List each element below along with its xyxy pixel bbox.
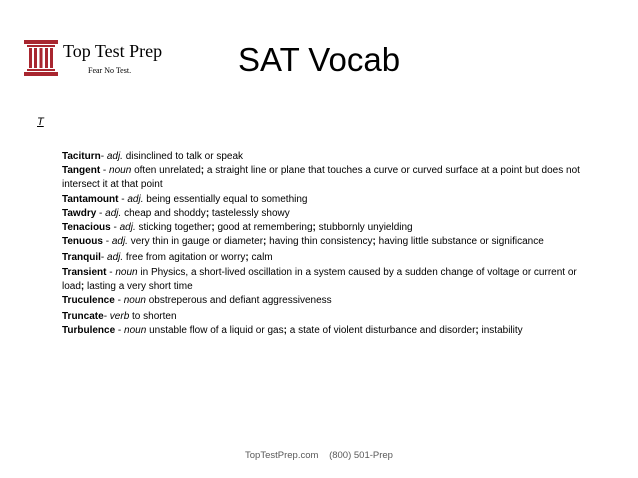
footer-website: TopTestPrep.com: [245, 450, 319, 461]
vocab-word: Taciturn: [62, 151, 101, 162]
vocab-word: Turbulence: [62, 325, 116, 337]
logo: [23, 38, 183, 80]
vocab-word: Tenacious: [62, 222, 111, 234]
vocab-entry: [62, 294, 598, 308]
section-letter: T: [37, 116, 44, 128]
vocab-dash: -: [118, 193, 128, 205]
vocab-entry: [62, 266, 598, 294]
column-temple-icon: [23, 38, 59, 78]
part-of-speech: noun: [123, 295, 146, 307]
logo-tagline: Fear No Test.: [88, 66, 132, 75]
vocab-definition: cheap and shoddy; tastelessly showy: [121, 207, 290, 219]
vocab-entry: [62, 193, 598, 207]
vocab-definition: obstreperous and defiant aggressiveness: [145, 295, 332, 307]
vocab-dash: -: [100, 151, 107, 162]
vocab-dash: -: [102, 236, 112, 248]
vocab-entry: [62, 221, 598, 235]
logo-name: Top Test Prep: [63, 41, 163, 61]
vocab-definition: unstable flow of a liquid or gas; a state of violent disturbance and disorder; instability: [146, 325, 523, 337]
vocab-entry: [62, 150, 598, 164]
vocab-dash: -: [96, 207, 106, 219]
part-of-speech: adj.: [119, 222, 136, 234]
vocab-dash: -: [115, 325, 125, 337]
part-of-speech: noun: [109, 165, 132, 177]
vocab-definition: often unrelated; a straight line or plane that touches a curve or curved surface at a point but does not intersect it at that point: [62, 165, 580, 191]
part-of-speech: adj.: [107, 252, 124, 264]
page-title: SAT Vocab: [238, 41, 401, 78]
vocab-word: Tawdry: [62, 207, 97, 219]
vocab-word: Truncate: [62, 311, 104, 323]
part-of-speech: noun: [115, 266, 138, 278]
vocab-definition: being essentially equal to something: [143, 193, 308, 205]
vocab-entry: [62, 251, 598, 265]
vocab-definition: to shorten: [129, 311, 177, 323]
vocab-word: Tranquil: [62, 252, 101, 264]
vocab-definition: free from agitation or worry; calm: [123, 252, 273, 264]
vocab-definition: disinclined to talk or speak: [122, 151, 244, 162]
vocab-entry: [62, 207, 598, 221]
part-of-speech: verb: [109, 311, 130, 323]
vocab-entry: [62, 164, 598, 192]
part-of-speech: noun: [124, 325, 147, 337]
vocab-definition: sticking together; good at remembering; stubbornly unyielding: [135, 222, 413, 234]
vocab-dash: -: [100, 165, 110, 177]
part-of-speech: adj.: [127, 193, 144, 205]
vocab-entry: [62, 235, 598, 249]
footer-phone: (800) 501-Prep: [329, 450, 393, 461]
footer: [0, 450, 638, 461]
part-of-speech: adj.: [111, 236, 128, 248]
vocab-dash: -: [110, 222, 120, 234]
vocab-definition: very thin in gauge or diameter; having thin consistency; having little substance or significance: [127, 236, 544, 248]
vocab-dash: -: [103, 311, 110, 323]
vocab-entry: [62, 310, 598, 324]
part-of-speech: adj.: [105, 207, 122, 219]
vocab-word: Tenuous: [62, 236, 103, 248]
vocab-word: Truculence: [62, 295, 115, 307]
vocab-dash: -: [114, 295, 124, 307]
vocab-word: Tangent: [62, 165, 101, 177]
vocab-dash: -: [106, 266, 116, 278]
definition-list: [62, 150, 598, 339]
vocab-word: Transient: [62, 266, 107, 278]
part-of-speech: adj.: [106, 151, 123, 162]
vocab-entry: [62, 324, 598, 338]
vocab-definition: in Physics, a short-lived oscillation in a system caused by a sudden change of voltage or current or load; lasting a very short time: [62, 266, 577, 292]
vocab-word: Tantamount: [62, 193, 119, 205]
vocab-dash: -: [100, 252, 108, 264]
